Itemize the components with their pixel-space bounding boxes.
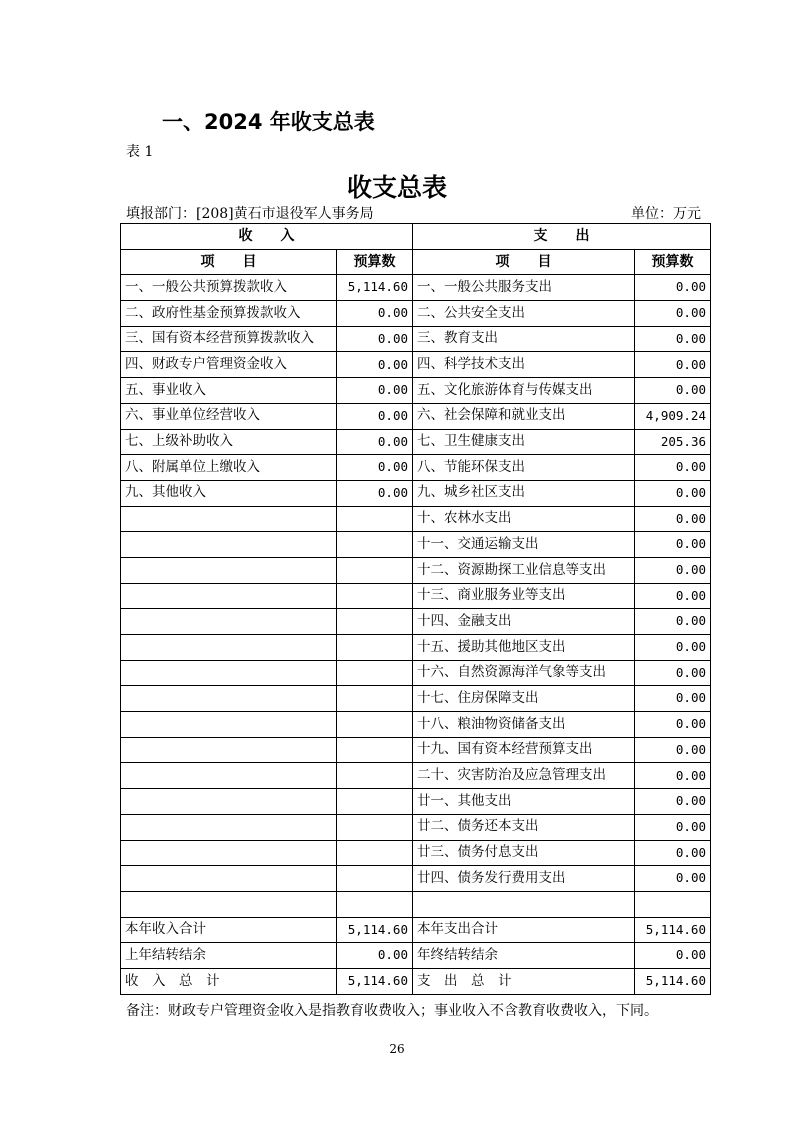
income-value (337, 814, 413, 840)
table-row (121, 635, 711, 661)
income-value (337, 840, 413, 866)
table-title: 收支总表 (346, 173, 447, 202)
income-item: 上年结转结余 (121, 943, 337, 969)
table-row (121, 480, 711, 506)
expense-value: 0.00 (635, 635, 711, 661)
expense-item: 十二、资源勘探工业信息等支出 (413, 557, 635, 583)
income-value: 5,114.60 (337, 275, 413, 301)
expense-value: 0.00 (635, 737, 711, 763)
income-value: 0.00 (337, 301, 413, 327)
expense-item: 十五、援助其他地区支出 (413, 635, 635, 661)
expense-value: 0.00 (635, 814, 711, 840)
table-row (121, 943, 711, 969)
income-item (121, 686, 337, 712)
expense-value: 0.00 (635, 506, 711, 532)
income-item (121, 814, 337, 840)
table-row (121, 352, 711, 378)
expense-item: 八、节能环保支出 (413, 455, 635, 481)
table-row (121, 378, 711, 404)
expense-item: 十四、金融支出 (413, 609, 635, 635)
income-value (337, 635, 413, 661)
income-value (337, 737, 413, 763)
expense-value: 205.36 (635, 429, 711, 455)
income-item: 六、事业单位经营收入 (121, 403, 337, 429)
income-value: 0.00 (337, 403, 413, 429)
section-heading: 一、2024 年收支总表 (162, 110, 375, 134)
expense-item: 五、文化旅游体育与传媒支出 (413, 378, 635, 404)
expense-item: 六、社会保障和就业支出 (413, 403, 635, 429)
page-number: 26 (389, 1042, 405, 1056)
income-item (121, 635, 337, 661)
expense-item-header: 项 目 (413, 249, 635, 275)
expense-item: 年终结转结余 (413, 943, 635, 969)
table-row (121, 506, 711, 532)
expense-value: 0.00 (635, 686, 711, 712)
table-row (121, 866, 711, 892)
expense-item: 十八、粮油物资储备支出 (413, 712, 635, 738)
income-item: 八、附属单位上缴收入 (121, 455, 337, 481)
expense-value: 0.00 (635, 609, 711, 635)
income-item-header: 项 目 (121, 249, 337, 275)
expense-item: 十七、住房保障支出 (413, 686, 635, 712)
income-value (337, 660, 413, 686)
income-value (337, 891, 413, 917)
table-row (121, 532, 711, 558)
income-total-value: 5,114.60 (337, 968, 413, 994)
table-row (121, 583, 711, 609)
income-budget-header: 预算数 (337, 249, 413, 275)
income-item (121, 891, 337, 917)
income-item (121, 712, 337, 738)
income-value (337, 763, 413, 789)
income-value (337, 789, 413, 815)
income-value (337, 583, 413, 609)
expense-value: 0.00 (635, 455, 711, 481)
income-item (121, 840, 337, 866)
expense-item: 七、卫生健康支出 (413, 429, 635, 455)
expense-item (413, 891, 635, 917)
income-item (121, 763, 337, 789)
expense-item: 十三、商业服务业等支出 (413, 583, 635, 609)
table-row (121, 301, 711, 327)
expense-value: 0.00 (635, 557, 711, 583)
expense-item: 九、城乡社区支出 (413, 480, 635, 506)
table-row (121, 429, 711, 455)
table-row (121, 660, 711, 686)
expense-value: 0.00 (635, 660, 711, 686)
expense-value: 0.00 (635, 763, 711, 789)
income-value: 0.00 (337, 455, 413, 481)
income-item (121, 789, 337, 815)
table-row (121, 403, 711, 429)
income-item: 四、财政专户管理资金收入 (121, 352, 337, 378)
income-value: 5,114.60 (337, 917, 413, 943)
income-value (337, 712, 413, 738)
expense-item: 四、科学技术支出 (413, 352, 635, 378)
income-item: 七、上级补助收入 (121, 429, 337, 455)
table-row (121, 609, 711, 635)
income-value: 0.00 (337, 378, 413, 404)
expense-header: 支 出 (413, 224, 711, 250)
table-row (121, 840, 711, 866)
table-row (121, 814, 711, 840)
income-total-label: 收 入 总 计 (121, 968, 337, 994)
table-row (121, 275, 711, 301)
income-value (337, 557, 413, 583)
expense-item: 一、一般公共服务支出 (413, 275, 635, 301)
expense-value (635, 891, 711, 917)
expense-value: 0.00 (635, 326, 711, 352)
income-item: 本年收入合计 (121, 917, 337, 943)
reporting-department: 填报部门：[208]黄石市退役军人事务局 (126, 206, 374, 222)
income-item (121, 506, 337, 532)
expense-item: 廿三、债务付息支出 (413, 840, 635, 866)
expense-value: 0.00 (635, 712, 711, 738)
expense-value: 0.00 (635, 840, 711, 866)
income-value: 0.00 (337, 326, 413, 352)
table-row (121, 763, 711, 789)
expense-item: 廿四、债务发行费用支出 (413, 866, 635, 892)
total-row (121, 968, 711, 994)
expense-item: 二、公共安全支出 (413, 301, 635, 327)
expense-value: 0.00 (635, 943, 711, 969)
table-row (121, 891, 711, 917)
table-row (121, 455, 711, 481)
income-item (121, 737, 337, 763)
income-value: 0.00 (337, 352, 413, 378)
table-row (121, 557, 711, 583)
income-value (337, 609, 413, 635)
income-item: 一、一般公共预算拨款收入 (121, 275, 337, 301)
income-item (121, 583, 337, 609)
expense-value: 0.00 (635, 275, 711, 301)
table-header-column-row (121, 249, 711, 275)
expense-item: 二十、灾害防治及应急管理支出 (413, 763, 635, 789)
table-row (121, 326, 711, 352)
expense-total-value: 5,114.60 (635, 968, 711, 994)
expense-value: 4,909.24 (635, 403, 711, 429)
table-row (121, 686, 711, 712)
expense-item: 十六、自然资源海洋气象等支出 (413, 660, 635, 686)
income-item: 三、国有资本经营预算拨款收入 (121, 326, 337, 352)
income-item (121, 660, 337, 686)
expense-item: 廿一、其他支出 (413, 789, 635, 815)
expense-item: 十九、国有资本经营预算支出 (413, 737, 635, 763)
income-item (121, 557, 337, 583)
income-item (121, 866, 337, 892)
footnote: 备注：财政专户管理资金收入是指教育收费收入；事业收入不含教育收费收入，下同。 (126, 1003, 658, 1019)
expense-value: 0.00 (635, 789, 711, 815)
expense-value: 0.00 (635, 352, 711, 378)
income-value (337, 532, 413, 558)
unit-label: 单位：万元 (631, 206, 701, 222)
expense-value: 0.00 (635, 532, 711, 558)
expense-value: 0.00 (635, 866, 711, 892)
income-item (121, 609, 337, 635)
expense-value: 0.00 (635, 583, 711, 609)
income-value: 0.00 (337, 429, 413, 455)
expense-total-label: 支 出 总 计 (413, 968, 635, 994)
expense-value: 0.00 (635, 378, 711, 404)
expense-value: 0.00 (635, 301, 711, 327)
expense-item: 三、教育支出 (413, 326, 635, 352)
table-header-group-row (121, 224, 711, 250)
income-item: 二、政府性基金预算拨款收入 (121, 301, 337, 327)
expense-item: 十、农林水支出 (413, 506, 635, 532)
income-value: 0.00 (337, 943, 413, 969)
income-header: 收 入 (121, 224, 413, 250)
expense-value: 0.00 (635, 480, 711, 506)
table-row (121, 789, 711, 815)
income-value (337, 686, 413, 712)
expense-budget-header: 预算数 (635, 249, 711, 275)
table-row (121, 917, 711, 943)
table-row (121, 737, 711, 763)
income-value: 0.00 (337, 480, 413, 506)
table-row (121, 712, 711, 738)
expense-item: 本年支出合计 (413, 917, 635, 943)
expense-item: 十一、交通运输支出 (413, 532, 635, 558)
income-value (337, 866, 413, 892)
income-item: 五、事业收入 (121, 378, 337, 404)
expense-item: 廿二、债务还本支出 (413, 814, 635, 840)
income-value (337, 506, 413, 532)
income-item: 九、其他收入 (121, 480, 337, 506)
income-item (121, 532, 337, 558)
income-expense-table (120, 223, 711, 995)
table-number: 表 1 (126, 144, 154, 160)
expense-value: 5,114.60 (635, 917, 711, 943)
